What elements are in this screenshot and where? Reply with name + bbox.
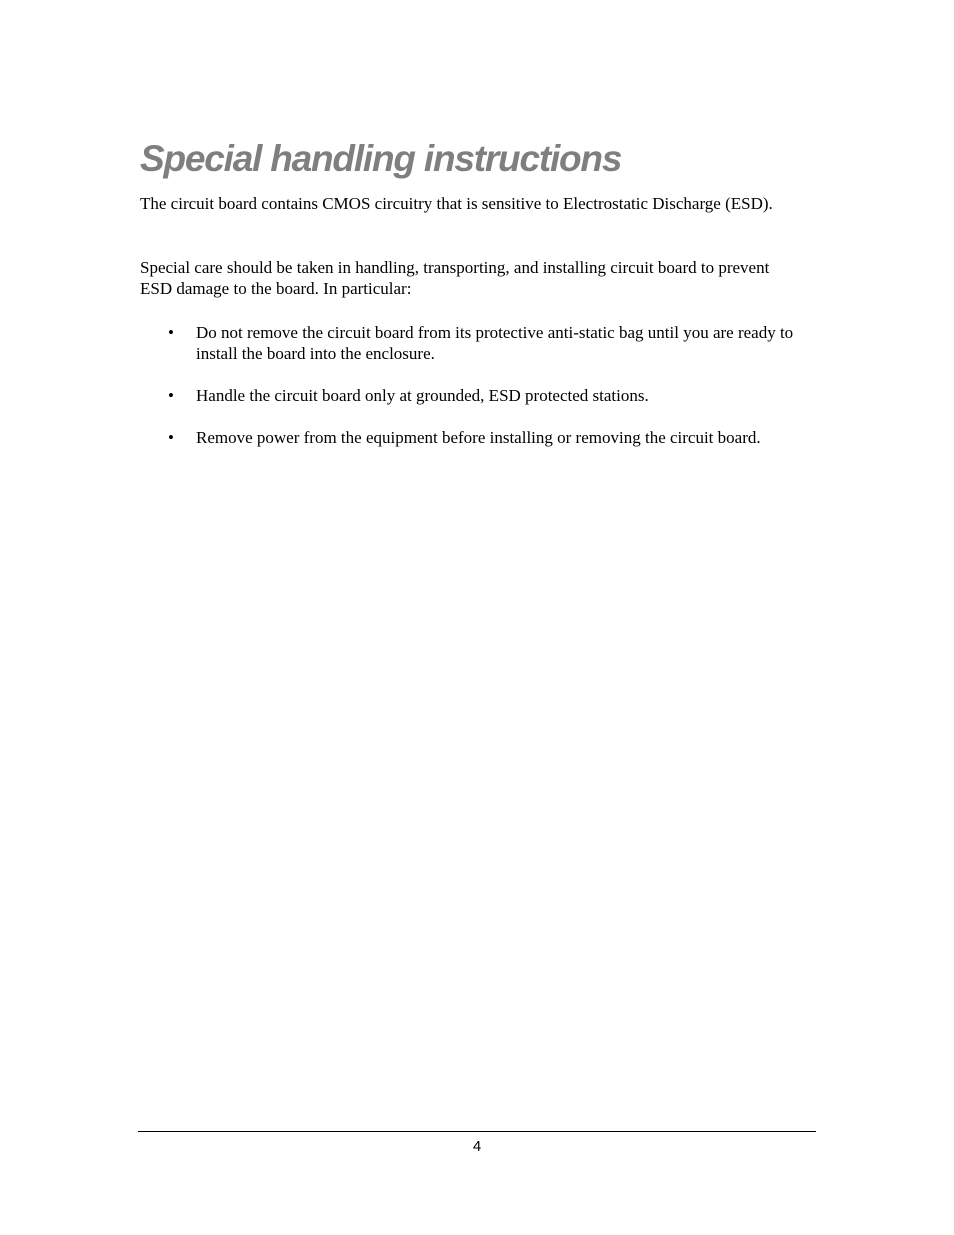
list-item-text: Do not remove the circuit board from its protective anti-static bag until you are ready to install the board into the enclosure. [196, 323, 794, 363]
list-item-text: Remove power from the equipment before installing or removing the circuit board. [196, 428, 761, 447]
list-item [140, 427, 800, 448]
list-item [140, 385, 800, 406]
bullet-icon: • [168, 386, 174, 405]
handling-list [140, 322, 800, 469]
bullet-icon: • [168, 323, 174, 342]
list-item-text: Handle the circuit board only at grounded, ESD protected stations. [196, 386, 649, 405]
list-item [140, 322, 800, 364]
care-paragraph: Special care should be taken in handling, transporting, and installing circuit board to prevent ESD damage to the board. In particular: [140, 258, 770, 298]
page-number: 4 [472, 1138, 482, 1155]
page-title: Special handling instructions [140, 138, 622, 179]
footer-divider [138, 1131, 816, 1132]
intro-paragraph: The circuit board contains CMOS circuitry that is sensitive to Electrostatic Discharge (ESD). [140, 194, 773, 213]
bullet-icon: • [168, 428, 174, 447]
